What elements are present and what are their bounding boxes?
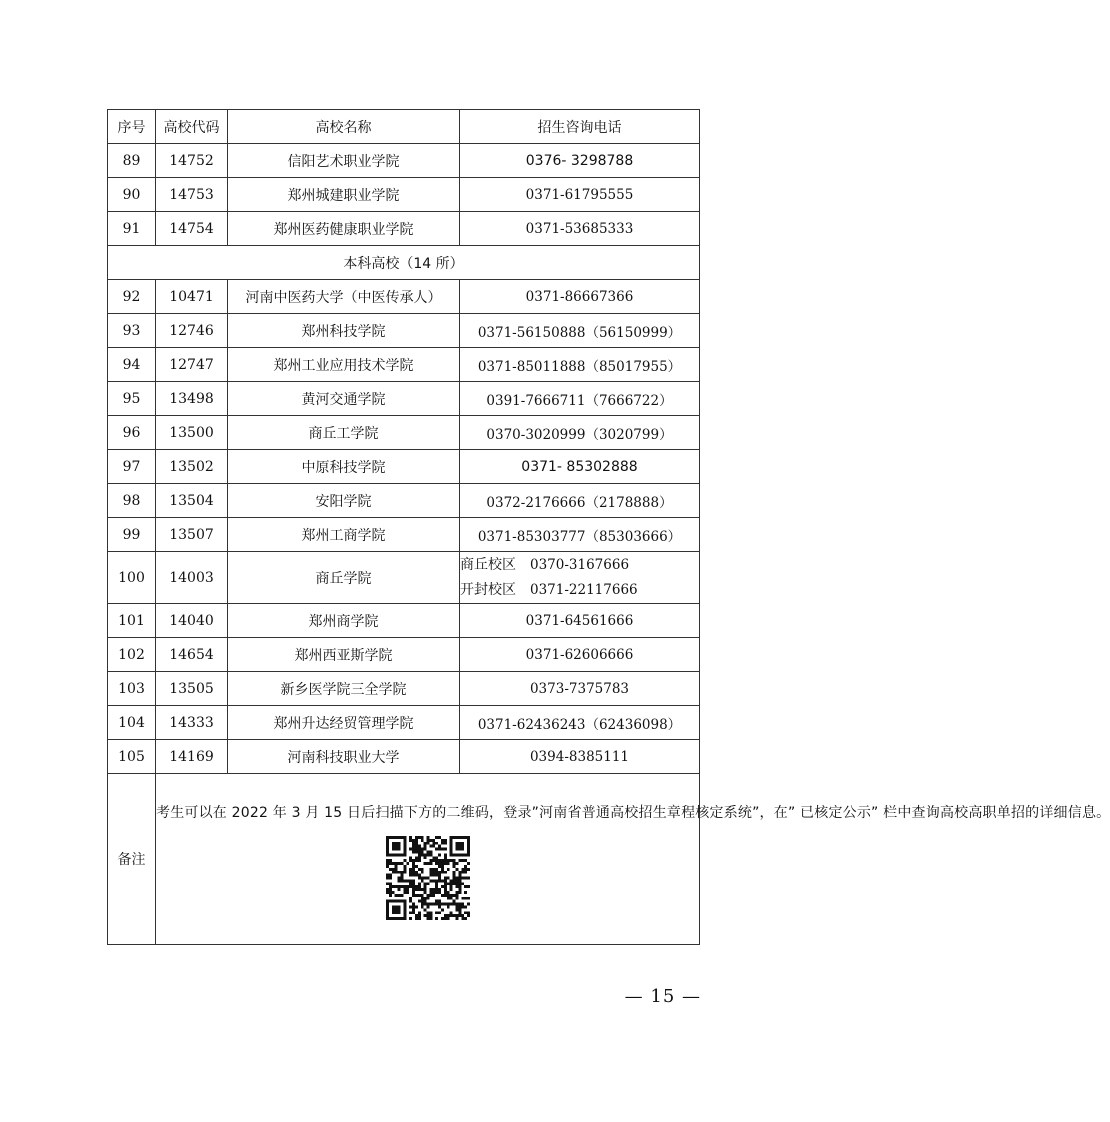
row-code: 10471	[156, 280, 228, 314]
table-row	[108, 740, 700, 774]
row-name: 郑州商学院	[228, 604, 460, 638]
table-row	[108, 144, 700, 178]
row-name: 郑州科技学院	[228, 314, 460, 348]
phone-text: 0372-2176666（2178888）	[486, 494, 673, 511]
row-seq: 93	[108, 314, 156, 348]
row-seq: 97	[108, 450, 156, 484]
row-phone	[460, 348, 700, 382]
row-phone	[460, 706, 700, 740]
row-code: 14169	[156, 740, 228, 774]
row-seq: 98	[108, 484, 156, 518]
header-code: 高校代码	[156, 110, 228, 144]
table-row	[108, 450, 700, 484]
row-seq: 94	[108, 348, 156, 382]
row-phone	[460, 604, 700, 638]
table-row	[108, 484, 700, 518]
row-name: 新乡医学院三全学院	[228, 672, 460, 706]
row-seq: 100	[108, 552, 156, 604]
row-phone	[460, 552, 700, 604]
row-code: 13500	[156, 416, 228, 450]
row-phone	[460, 450, 700, 484]
row-phone	[460, 638, 700, 672]
row-code: 14040	[156, 604, 228, 638]
table-row	[108, 314, 700, 348]
row-code: 13505	[156, 672, 228, 706]
table-row	[108, 280, 700, 314]
header-seq: 序号	[108, 110, 156, 144]
row-phone	[460, 740, 700, 774]
notes-cell	[156, 774, 1110, 945]
row-seq: 99	[108, 518, 156, 552]
table-row	[108, 382, 700, 416]
table-header-row	[108, 110, 700, 144]
row-name: 河南中医药大学（中医传承人）	[228, 280, 460, 314]
row-seq: 105	[108, 740, 156, 774]
phone-text: 0371-64561666	[525, 612, 634, 629]
row-seq: 91	[108, 212, 156, 246]
phone-text: 0371-56150888（56150999）	[477, 324, 682, 341]
row-seq: 89	[108, 144, 156, 178]
row-name: 郑州西亚斯学院	[228, 638, 460, 672]
row-name: 郑州医药健康职业学院	[228, 212, 460, 246]
colleges-table	[107, 109, 1110, 945]
row-phone	[460, 314, 700, 348]
row-code: 12747	[156, 348, 228, 382]
row-phone	[460, 280, 700, 314]
header-phone: 招生咨询电话	[460, 110, 700, 144]
row-name: 信阳艺术职业学院	[228, 144, 460, 178]
row-name: 中原科技学院	[228, 450, 460, 484]
row-seq: 92	[108, 280, 156, 314]
campus-name: 开封校区	[460, 581, 516, 598]
row-phone	[460, 484, 700, 518]
row-code: 14003	[156, 552, 228, 604]
row-phone	[460, 518, 700, 552]
row-code: 14754	[156, 212, 228, 246]
row-phone	[460, 416, 700, 450]
row-seq: 90	[108, 178, 156, 212]
notes-label: 备注	[108, 774, 156, 945]
row-name: 郑州升达经贸管理学院	[228, 706, 460, 740]
phone-text: 0371- 85302888	[521, 458, 638, 475]
phone-text: 0371-53685333	[525, 220, 634, 237]
table-row	[108, 706, 700, 740]
phone-text: 0391-7666711（7666722）	[486, 392, 673, 409]
phone-text: 0376- 3298788	[525, 152, 634, 169]
table-row	[108, 348, 700, 382]
row-code: 14753	[156, 178, 228, 212]
phone-text: 0371-85303777（85303666）	[477, 528, 682, 545]
campus-name: 商丘校区	[460, 556, 516, 573]
row-seq: 104	[108, 706, 156, 740]
phone-text: 0371-62606666	[525, 646, 634, 663]
section-row	[108, 246, 700, 280]
phone-text: 0371-22117666	[530, 581, 638, 598]
page-number: — 15 —	[624, 986, 701, 1007]
row-code: 13504	[156, 484, 228, 518]
table-row	[108, 416, 700, 450]
row-phone	[460, 212, 700, 246]
table-row	[108, 672, 700, 706]
row-seq: 102	[108, 638, 156, 672]
row-code: 13502	[156, 450, 228, 484]
campus-line	[460, 553, 699, 578]
row-name: 郑州工商学院	[228, 518, 460, 552]
row-seq: 95	[108, 382, 156, 416]
row-phone	[460, 382, 700, 416]
section-title: 本科高校（14 所）	[108, 246, 700, 280]
header-name: 高校名称	[228, 110, 460, 144]
table-row	[108, 604, 700, 638]
phone-text: 0371-61795555	[525, 186, 634, 203]
row-code: 13498	[156, 382, 228, 416]
phone-text: 0371-85011888（85017955）	[477, 358, 682, 375]
phone-text: 0373-7375783	[529, 680, 630, 697]
row-seq: 96	[108, 416, 156, 450]
row-phone	[460, 672, 700, 706]
table-row	[108, 212, 700, 246]
phone-text: 0394-8385111	[529, 748, 630, 765]
row-name: 商丘工学院	[228, 416, 460, 450]
row-code: 14333	[156, 706, 228, 740]
notes-text: 考生可以在 2022 年 3 月 15 日后扫描下方的二维码，登录”河南省普通高校招生章程核定系统”，在” 已核定公示” 栏中查询高校高职单招的详细信息。	[156, 804, 1110, 821]
campus-line	[460, 578, 699, 603]
row-name: 河南科技职业大学	[228, 740, 460, 774]
row-code: 12746	[156, 314, 228, 348]
row-seq: 103	[108, 672, 156, 706]
row-code: 14752	[156, 144, 228, 178]
table-row	[108, 178, 700, 212]
phone-text: 0370-3167666	[530, 556, 630, 573]
table-row	[108, 552, 700, 604]
row-name: 郑州工业应用技术学院	[228, 348, 460, 382]
phone-text: 0370-3020999（3020799）	[486, 426, 673, 443]
phone-text: 0371-86667366	[525, 288, 634, 305]
row-phone	[460, 178, 700, 212]
notes-row	[108, 774, 700, 945]
phone-text: 0371-62436243（62436098）	[477, 716, 682, 733]
table-row	[108, 638, 700, 672]
row-name: 郑州城建职业学院	[228, 178, 460, 212]
qr-code-icon[interactable]	[386, 836, 470, 920]
row-code: 14654	[156, 638, 228, 672]
row-code: 13507	[156, 518, 228, 552]
table-row	[108, 518, 700, 552]
row-name: 安阳学院	[228, 484, 460, 518]
row-seq: 101	[108, 604, 156, 638]
row-name: 黄河交通学院	[228, 382, 460, 416]
row-name: 商丘学院	[228, 552, 460, 604]
row-phone	[460, 144, 700, 178]
